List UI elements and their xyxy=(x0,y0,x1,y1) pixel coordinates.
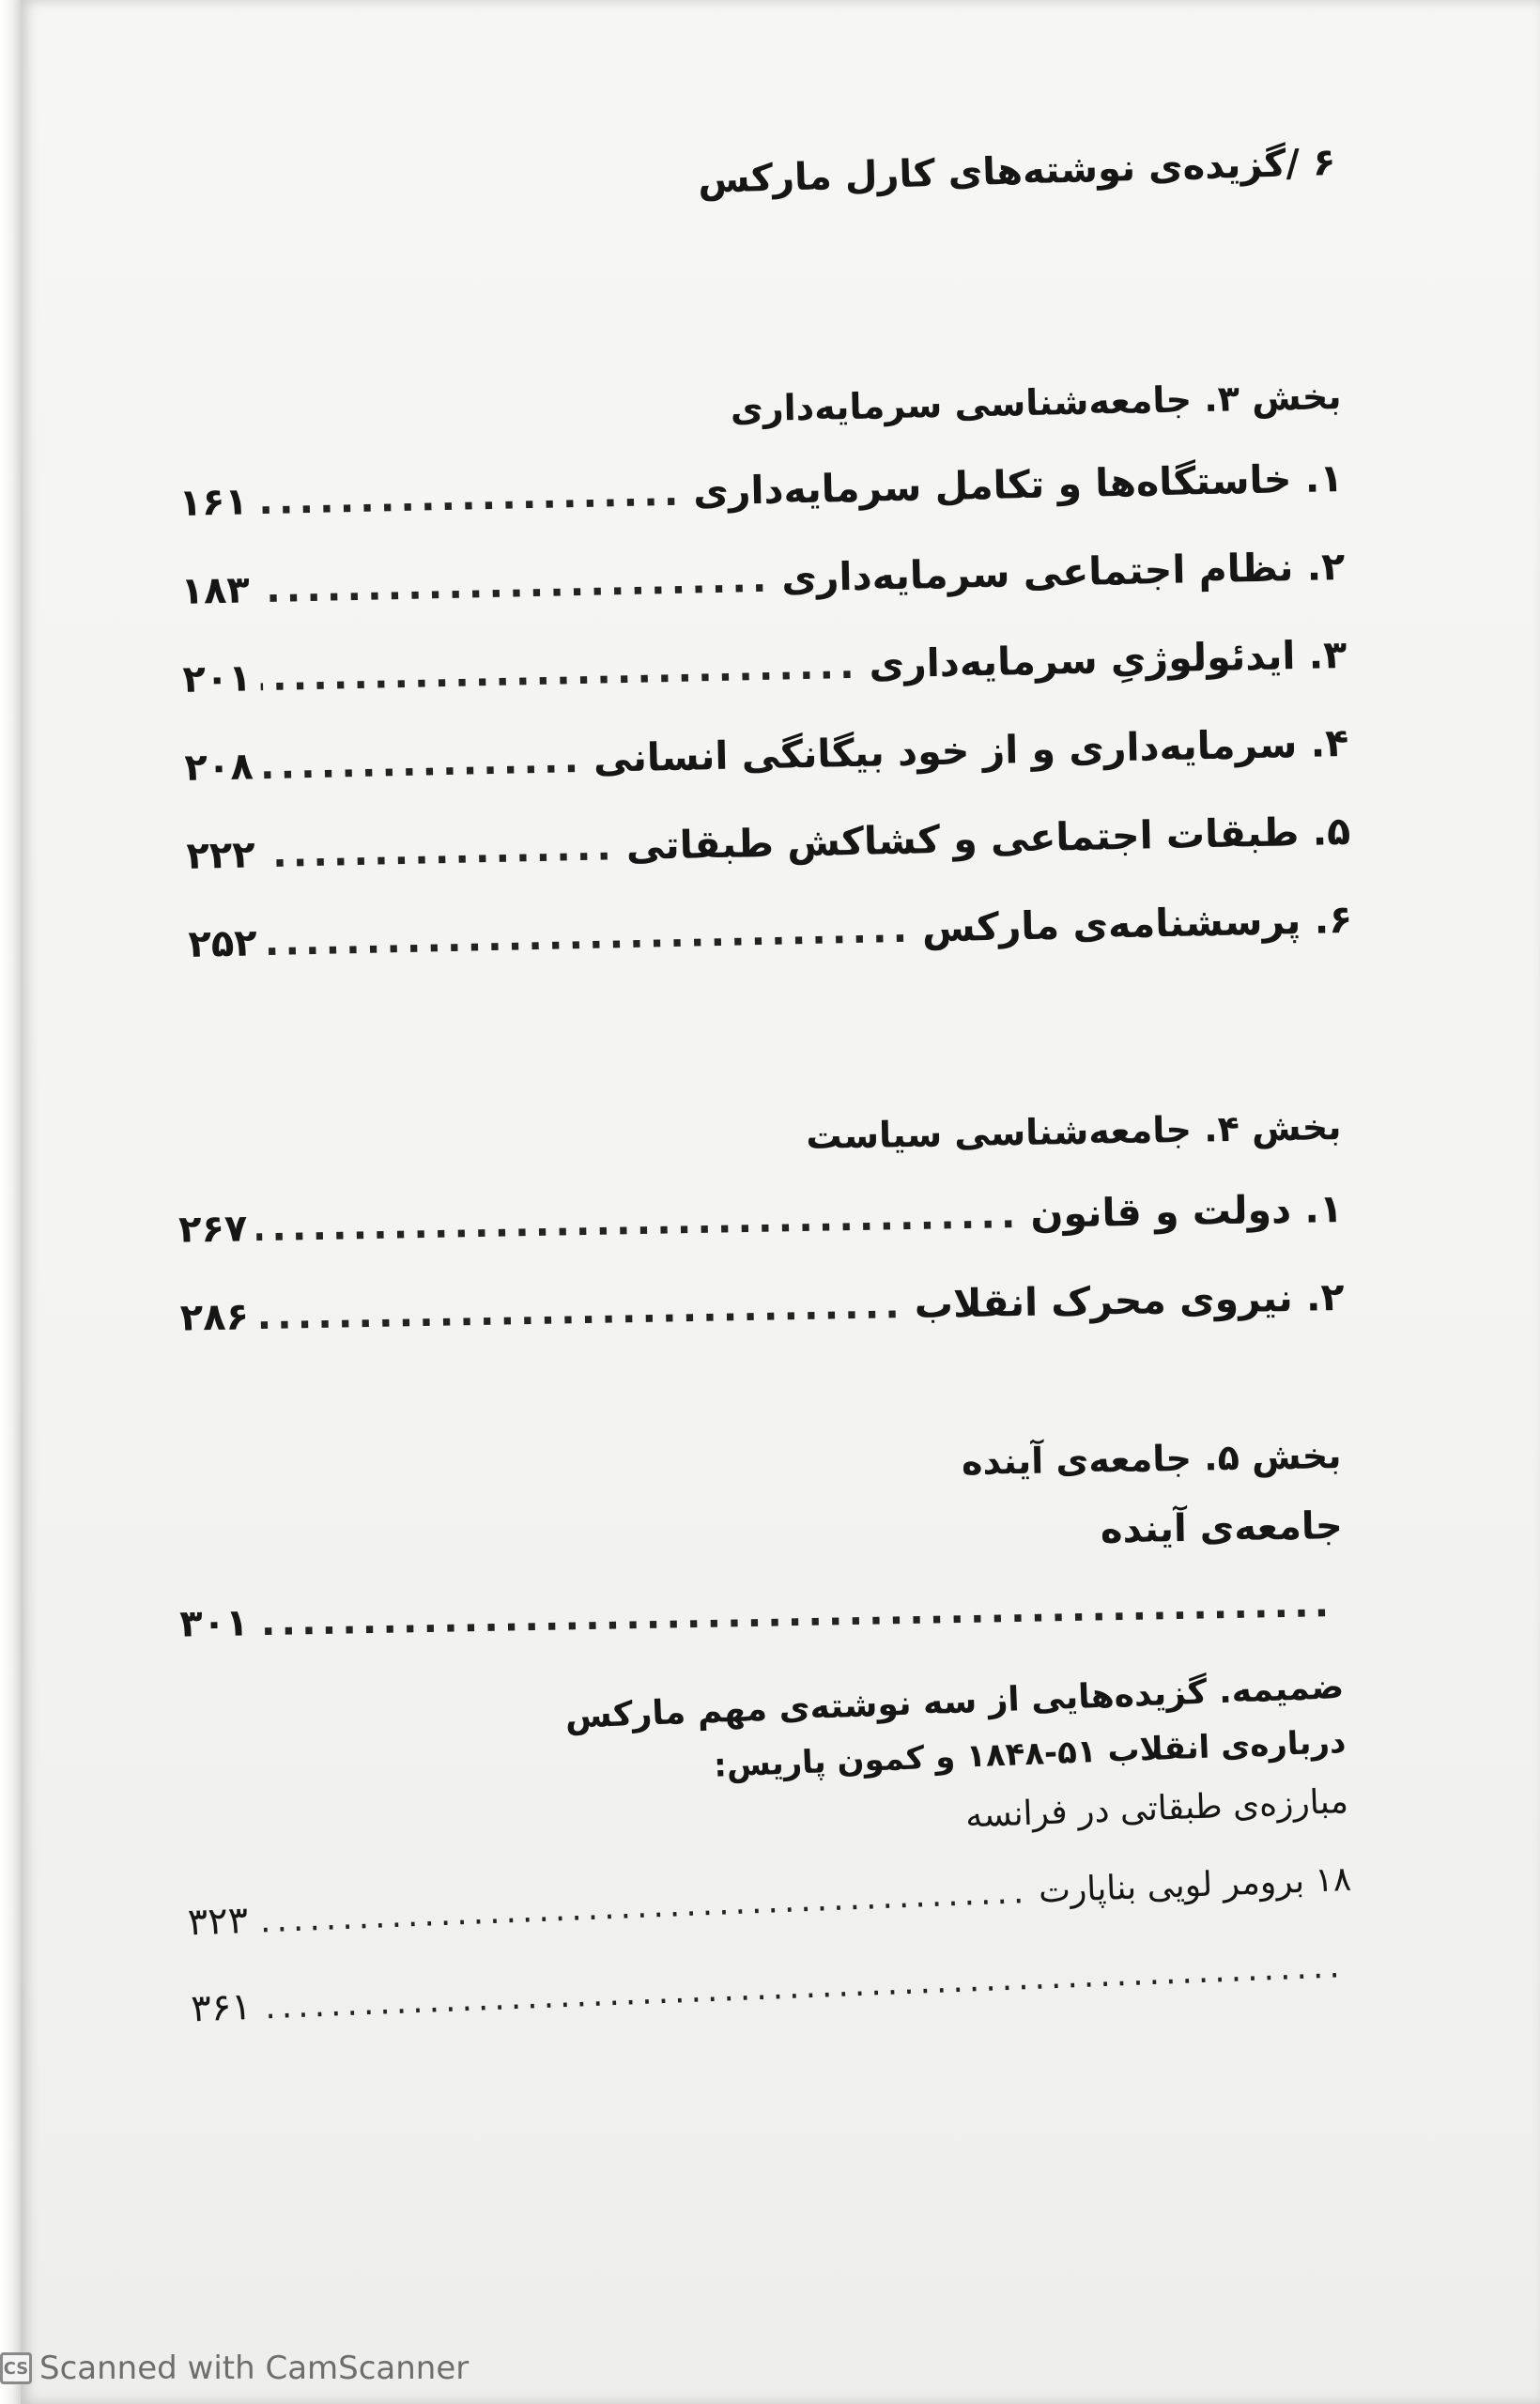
page-edge xyxy=(0,0,21,2404)
toc-entry-title: جامعه‌ی آینده xyxy=(1100,1503,1344,1552)
section-title: بخش ۳. جامعه‌شناسی سرمایه‌داری xyxy=(730,376,1342,430)
book-page xyxy=(21,0,1540,2404)
appendix-item-title: ۱۸ برومر لویی بناپارت xyxy=(1038,1859,1352,1911)
appendix xyxy=(179,1660,1356,2052)
toc-entry-page: ۲۰۸ xyxy=(183,745,254,790)
dot-leader xyxy=(257,1260,905,1360)
toc-entry-page: ۲۰۱ xyxy=(182,656,253,701)
section-title: بخش ۵. جامعه‌ی آینده xyxy=(961,1435,1342,1484)
dot-leader xyxy=(260,621,861,721)
toc-entry-title: ۱. دولت و قانون xyxy=(1029,1185,1344,1237)
toc-entry-page: ۲۲۲ xyxy=(185,833,256,878)
running-head: ۶ /گزیده‌ی نوشته‌های کارل مارکس xyxy=(697,141,1336,202)
toc-entry-page: ۲۸۶ xyxy=(179,1295,250,1340)
dot-leader xyxy=(256,1170,1023,1271)
appendix-title: ضمیمه. گزیده‌هایی از سه نوشته‌ی مهم مارکس xyxy=(564,1667,1345,1736)
toc-entry-page: ۳۲۳ xyxy=(186,1898,250,1945)
toc-entry-title: ۵. طبقات اجتماعی و کشاکش طبقاتی xyxy=(625,808,1351,870)
toc-entry-title: ۳. ایدئولوژیِ سرمایه‌داری xyxy=(869,631,1348,687)
dot-leader xyxy=(258,534,774,633)
toc-entry-page: ۳۶۱ xyxy=(190,1984,253,2031)
scanner-label: Scanned with CamScanner xyxy=(39,2350,470,2387)
dot-leader xyxy=(266,885,914,986)
appendix-item-title: مبارزه‌ی طبقاتی در فرانسه xyxy=(964,1781,1349,1836)
toc-entry-title: ۱. خاستگاه‌ها و تکامل سرمایه‌داری xyxy=(692,455,1344,515)
scanner-watermark xyxy=(0,2350,469,2387)
toc-entry-title: ۴. سرمایه‌داری و از خود بیگانگی انسانی xyxy=(593,719,1349,781)
toc-entry-page: ۱۶۱ xyxy=(178,480,249,525)
toc-entry-title: ۲. نیروی محرک انقلاب xyxy=(914,1273,1345,1327)
camscanner-icon: CS xyxy=(0,2352,32,2384)
toc-entry-title: ۲. نظام اجتماعی سرمایه‌داری xyxy=(780,543,1346,601)
toc-entry-title: ۶. پرسشنامه‌ی مارکس xyxy=(921,896,1353,951)
section-future-society xyxy=(177,1435,1345,1668)
section-title: بخش ۴. جامعه‌شناسی سیاست xyxy=(805,1106,1342,1157)
toc-entry-page: ۱۸۳ xyxy=(180,568,251,613)
toc-entry-page: ۲۵۲ xyxy=(187,921,258,966)
dot-leader xyxy=(257,1559,1335,1666)
section-capitalism xyxy=(177,376,1353,988)
dot-leader xyxy=(262,715,585,809)
dot-leader xyxy=(256,448,685,545)
appendix-subtitle: درباره‌ی انقلاب ۵۱-۱۸۴۸ و کمون پاریس: xyxy=(713,1722,1348,1785)
toc-entry-page: ۲۶۷ xyxy=(177,1207,248,1252)
dot-leader xyxy=(264,802,618,898)
toc-entry-page: ۳۰۱ xyxy=(178,1601,249,1646)
section-politics xyxy=(177,1106,1345,1362)
